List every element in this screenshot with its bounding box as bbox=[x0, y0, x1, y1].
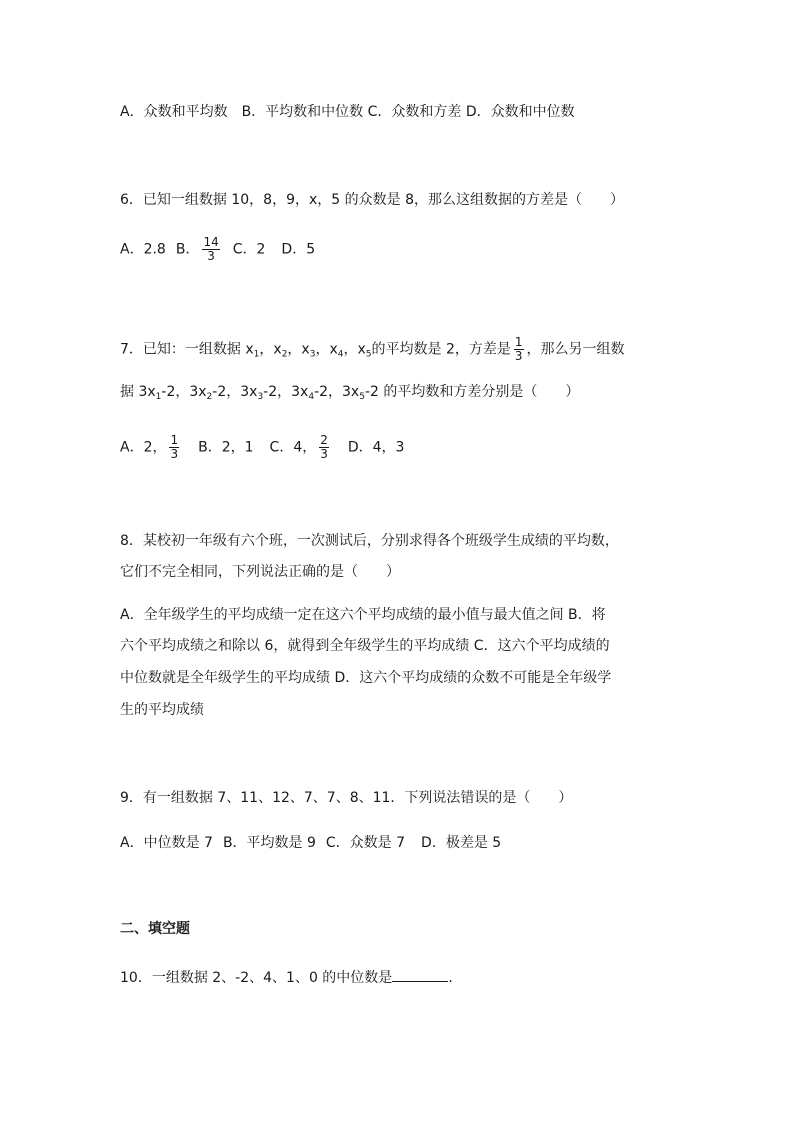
q7-option-a-fraction bbox=[169, 434, 179, 461]
q8-stem-line1: 8．某校初一年级有六个班，一次测试后，分别求得各个班级学生成绩的平均数， bbox=[120, 533, 619, 549]
fraction-numerator: 2 bbox=[320, 433, 328, 447]
q7-text: -2 的平均数和方差分别是（ ） bbox=[364, 384, 580, 400]
subscript: 2 bbox=[281, 349, 288, 360]
q6-option-a: A．2.8 bbox=[120, 241, 166, 258]
q7-stem-line1 bbox=[120, 336, 625, 363]
q8-options-line4: 生的平均成绩 bbox=[120, 702, 204, 718]
q7-variance-fraction bbox=[514, 336, 524, 363]
q9-options bbox=[120, 833, 501, 853]
subscript: 5 bbox=[359, 392, 365, 402]
subscript: 5 bbox=[365, 349, 372, 360]
q7-option-b: B．2，1 bbox=[198, 439, 254, 456]
q6-option-b-fraction bbox=[202, 236, 219, 263]
q6-options bbox=[120, 236, 315, 263]
q6-option-b-label: B． bbox=[175, 241, 200, 258]
q8-options-line2: 六个平均成绩之和除以 6，就得到全年级学生的平均成绩 C．这六个平均成绩的 bbox=[120, 638, 610, 654]
q7-text: 据 3x bbox=[120, 384, 156, 400]
fraction-denominator: 3 bbox=[514, 349, 523, 363]
fraction-numerator: 1 bbox=[514, 335, 523, 349]
q6-option-c: C．2 bbox=[232, 241, 266, 258]
q7-text: ，x bbox=[259, 341, 282, 358]
q6-stem: 6．已知一组数据 10，8，9，x，5 的众数是 8，那么这组数据的方差是（ ） bbox=[120, 192, 624, 208]
q8-stem-line2: 它们不完全相同，下列说法正确的是（ ） bbox=[120, 564, 400, 580]
fraction-denominator: 3 bbox=[320, 447, 328, 461]
subscript: 3 bbox=[257, 392, 264, 402]
q7-text: -2，3x bbox=[314, 384, 360, 400]
subscript: 4 bbox=[337, 349, 344, 360]
q7-option-c-fraction bbox=[319, 434, 329, 461]
q9-option-b: B．平均数是 9 bbox=[222, 835, 316, 851]
subscript: 4 bbox=[308, 392, 315, 402]
q7-text: ，x bbox=[287, 341, 310, 358]
q5-options: A．众数和平均数 B．平均数和中位数 C．众数和方差 D．众数和中位数 bbox=[120, 104, 575, 120]
q9-stem: 9．有一组数据 7、11、12、7、7、8、11．下列说法错误的是（ ） bbox=[120, 790, 573, 806]
fraction-denominator: 3 bbox=[207, 249, 215, 263]
q7-option-a-label: A．2， bbox=[120, 439, 167, 456]
q7-text: -2，3x bbox=[263, 384, 309, 400]
q10-text: ． bbox=[448, 970, 463, 986]
q7-stem-line2 bbox=[120, 382, 579, 402]
q7-options bbox=[120, 434, 404, 461]
q10-text: 10．一组数据 2、-2、4、1、0 的中位数是 bbox=[120, 970, 393, 986]
q7-text: 7．已知：一组数据 x bbox=[120, 341, 254, 358]
q7-text: ，x bbox=[315, 341, 338, 358]
q9-option-d: D．极差是 5 bbox=[421, 835, 502, 851]
q9-option-a: A．中位数是 7 bbox=[120, 835, 213, 851]
subscript: 1 bbox=[253, 349, 260, 360]
q8-options-line1: A．全年级学生的平均成绩一定在这六个平均成绩的最小值与最大值之间 B．将 bbox=[120, 607, 606, 623]
subscript: 1 bbox=[155, 392, 162, 402]
q7-option-c-label: C．4， bbox=[269, 439, 317, 456]
q7-text: 的平均数是 2，方差是 bbox=[371, 341, 511, 358]
q6-option-d: D．5 bbox=[281, 241, 316, 258]
q7-text: -2，3x bbox=[212, 384, 258, 400]
section-heading: 二、填空题 bbox=[120, 921, 190, 937]
q7-text: ，那么另一组数 bbox=[526, 341, 625, 358]
fraction-numerator: 1 bbox=[170, 433, 179, 447]
q7-text: ，x bbox=[343, 341, 366, 358]
fraction-numerator: 14 bbox=[203, 235, 219, 249]
q7-text: -2，3x bbox=[161, 384, 207, 400]
subscript: 3 bbox=[309, 349, 316, 360]
q9-option-c: C．众数是 7 bbox=[325, 835, 406, 851]
q7-option-d: D．4，3 bbox=[347, 439, 405, 456]
q10-stem bbox=[120, 967, 462, 988]
fraction-denominator: 3 bbox=[170, 447, 179, 461]
answer-blank[interactable] bbox=[392, 967, 448, 982]
subscript: 2 bbox=[206, 392, 213, 402]
q8-options-line3: 中位数就是全年级学生的平均成绩 D．这六个平均成绩的众数不可能是全年级学 bbox=[120, 670, 612, 686]
